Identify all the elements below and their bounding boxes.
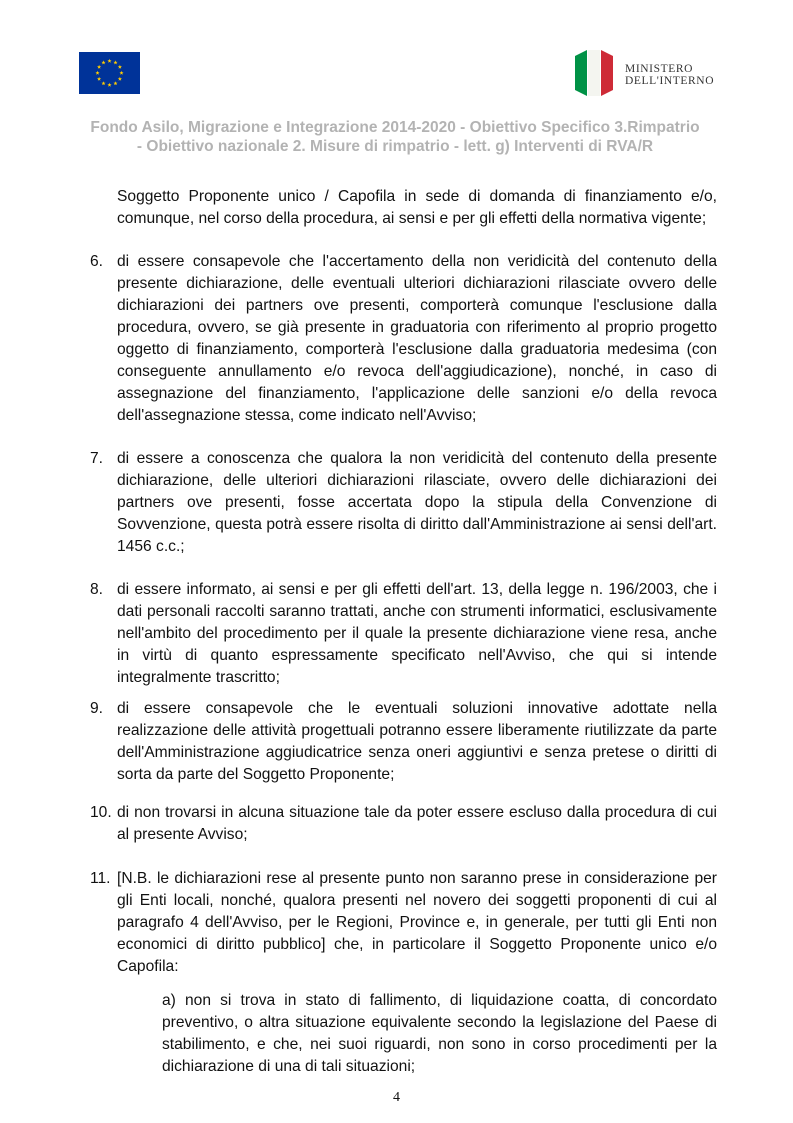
ministry-name: MINISTERO DELL'INTERNO bbox=[625, 63, 715, 87]
eu-star-icon bbox=[113, 60, 117, 64]
eu-star-icon bbox=[118, 77, 122, 81]
eu-flag-logo bbox=[79, 52, 140, 94]
ministry-logo bbox=[575, 48, 725, 98]
item-number: 7. bbox=[90, 450, 104, 467]
eu-stars-icon bbox=[79, 52, 140, 94]
eu-star-icon bbox=[101, 81, 105, 85]
item-text: di essere consapevole che le eventuali soluzioni innovative adottate nella realizzazione delle attività progettuali potranno essere liberamente riutilizzate da parte dell'Amministrazione aggiudicatrice senza oneri aggiuntivi e senza pretese o diritti di sorta da parte del Soggetto Proponente; bbox=[117, 700, 717, 783]
item-text: di non trovarsi in alcuna situazione tale da poter essere escluso dalla procedura di cui al presente Avviso; bbox=[117, 804, 717, 843]
item-number: 8. bbox=[90, 581, 104, 598]
item-text: [N.B. le dichiarazioni rese al presente punto non saranno prese in considerazione per gli Enti locali, nonché, qualora presenti nel novero dei soggetti proponenti di cui al paragrafo 4 dell'Avviso, per le Regioni, Province e, in generale, per tutti gli Enti non economici di diritto pubblico] che, in particolare il Soggetto Proponente unico e/o Capofila: bbox=[117, 870, 717, 975]
page-number: 4 bbox=[393, 1090, 400, 1105]
item-text: di essere informato, ai sensi e per gli effetti dell'art. 13, della legge n. 196/2003, che i dati personali raccolti saranno trattati, anche con strumenti informatici, esclusivamente nell'ambito del procedimento per il quale la presente dichiarazione viene resa, anche in virtù di quanto espressamente specificato nell'Avviso, che qui si intende integralmente trascritto; bbox=[117, 581, 717, 686]
eu-star-icon bbox=[107, 59, 111, 63]
item-number: 10. bbox=[90, 804, 112, 821]
eu-star-icon bbox=[113, 81, 117, 85]
item-number: 9. bbox=[90, 700, 104, 717]
eu-star-icon bbox=[97, 77, 101, 81]
eu-star-icon bbox=[119, 71, 123, 75]
italian-flag-icon bbox=[575, 50, 613, 96]
item-text: di essere consapevole che l'accertamento della non veridicità del contenuto della presente dichiarazione, delle eventuali ulteriori dichiarazioni rilasciate ovvero delle dichiarazioni dei partners ove presenti, comporterà comunque l'esclusione dalla procedura, ovvero, se già presente in graduatoria con riferimento al proprio progetto oggetto di finanziamento, comporterà l'esclusione dalla graduatoria medesima (con conseguente annullamento e/o revoca dell'aggiudicazione), nonché, in caso di assegnazione del finanziamento, l'applicazione delle sanzioni e/o della revoca dell'assegnazione stessa, come indicato nell'Avviso; bbox=[117, 253, 717, 424]
document-header-title: Fondo Asilo, Migrazione e Integrazione 2014-2020 - Obiettivo Specifico 3.Rimpatrio - Obiettivo nazionale 2. Misure di rimpatrio - lett. g) Interventi di RVA/R bbox=[90, 119, 700, 155]
eu-star-icon bbox=[95, 71, 99, 75]
item-number: 11. bbox=[90, 870, 111, 887]
eu-star-icon bbox=[118, 65, 122, 69]
subitem-a: a) non si trova in stato di fallimento, di liquidazione coatta, di concordato preventivo, o altra situazione equivalente secondo la legislazione del Paese di stabilimento, e che, nei suoi riguardi, non sono in corso procedimenti per la dichiarazione di una di tali situazioni; bbox=[162, 992, 717, 1075]
item-text: di essere a conoscenza che qualora la non veridicità del contenuto della presente dichiarazione, delle ulteriori dichiarazioni rilasciate, ovvero delle dichiarazioni dei partners ove presenti, fosse accertata dopo la stipula della Convenzione di Sovvenzione, questa potrà essere risolta di diritto dall'Amministrazione ai sensi dell'art. 1456 c.c.; bbox=[117, 450, 717, 555]
item-number: 6. bbox=[90, 253, 104, 270]
eu-star-icon bbox=[97, 65, 101, 69]
eu-star-icon bbox=[107, 83, 111, 87]
intro-paragraph: Soggetto Proponente unico / Capofila in sede di domanda di finanziamento e/o, comunque, nel corso della procedura, ai sensi e per gli effetti della normativa vigente; bbox=[117, 188, 717, 227]
eu-star-icon bbox=[101, 60, 105, 64]
